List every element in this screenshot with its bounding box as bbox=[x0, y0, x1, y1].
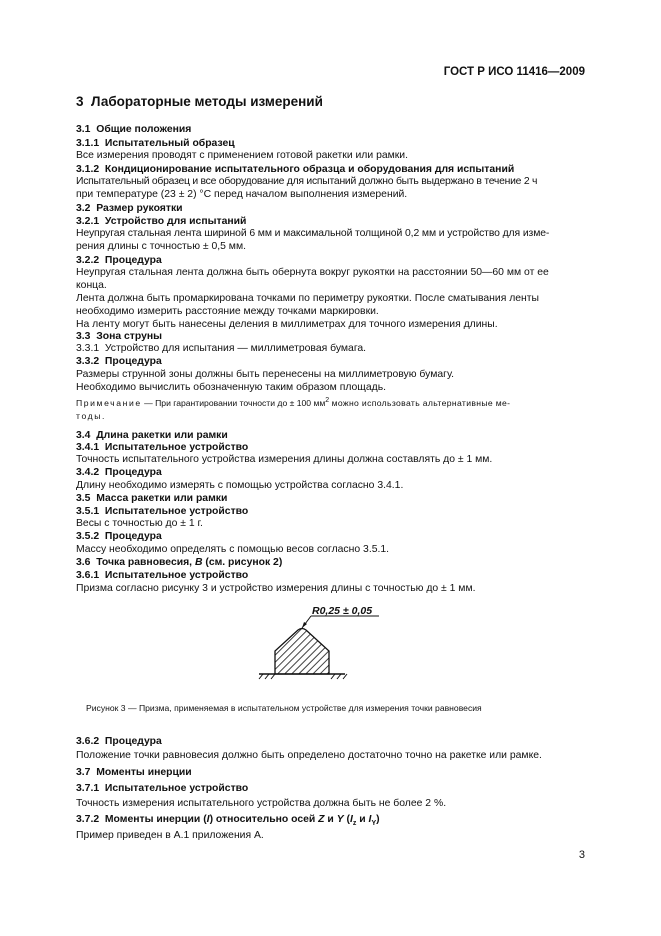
paragraph-number: 3.3.1 bbox=[76, 343, 100, 354]
heading-number: 3.2.1 bbox=[76, 216, 100, 227]
heading-number: 3.6 bbox=[76, 557, 91, 568]
heading-text: Процедура bbox=[104, 356, 162, 367]
heading-text: Испытательное устройство bbox=[104, 506, 249, 517]
symbol-Iy: I bbox=[368, 814, 372, 825]
heading-number: 3.4.2 bbox=[76, 467, 100, 478]
heading-text: Размер рукоятки bbox=[96, 203, 183, 214]
heading-3-5-2 bbox=[76, 530, 162, 543]
heading-3-6 bbox=[76, 556, 282, 569]
prism-figure bbox=[255, 604, 380, 688]
note-text: При гарантировании точности до ± 100 мм bbox=[155, 398, 326, 408]
heading-3-7-2 bbox=[76, 813, 380, 826]
heading-3-2 bbox=[76, 202, 183, 215]
symbol-Z: Z bbox=[318, 814, 325, 825]
heading-text: Кондиционирование испытательного образца и оборудования для испытаний bbox=[104, 164, 515, 175]
heading-text: Испытательное устройство bbox=[104, 783, 249, 794]
paragraph: Точность испытательного устройства измерения длины должна составлять до ± 1 мм. bbox=[76, 454, 493, 465]
prism-body bbox=[275, 629, 329, 675]
note-superscript: 2 bbox=[325, 397, 330, 405]
paragraph: Положение точки равновесия должно быть определено достаточно точно на ракетке или рамке. bbox=[76, 750, 542, 761]
heading-text: и bbox=[359, 814, 366, 825]
heading-text: Моменты инерции bbox=[96, 767, 192, 778]
heading-text: Общие положения bbox=[96, 124, 192, 135]
paragraph-text: Устройство для испытания — миллиметровая бумага. bbox=[104, 343, 367, 354]
heading-text: Процедура bbox=[104, 531, 162, 542]
heading-number: 3.7.1 bbox=[76, 783, 100, 794]
heading-number: 3.2.2 bbox=[76, 255, 100, 266]
heading-number: 3.3 bbox=[76, 331, 91, 342]
paragraph-line: конца. bbox=[76, 280, 107, 291]
paragraph-line: Испытательный образец и все оборудование для испытаний должно быть выдержано в течение 2 ч bbox=[76, 176, 538, 187]
paragraph: Точность измерения испытательного устройства должна быть не более 2 %. bbox=[76, 798, 447, 809]
paragraph-line: Неупругая стальная лента должна быть обернута вокруг рукоятки на расстоянии 50—60 мм от ее bbox=[76, 267, 549, 278]
heading-text-ref: (см. рисунок 2) bbox=[205, 557, 283, 568]
heading-text: ( bbox=[346, 814, 350, 825]
heading-text: Длина ракетки или рамки bbox=[96, 430, 228, 441]
page-number: 3 bbox=[578, 849, 585, 861]
heading-number: 3.5.1 bbox=[76, 506, 100, 517]
section-title-text: Лабораторные методы измерений bbox=[91, 94, 323, 109]
section-number: 3 bbox=[76, 94, 84, 109]
heading-number: 3.3.2 bbox=[76, 356, 100, 367]
heading-symbol: B bbox=[194, 557, 203, 568]
paragraph-line: Неупругая стальная лента шириной 6 мм и максимальной толщиной 0,2 мм и устройство для изме- bbox=[76, 228, 550, 239]
heading-text: и bbox=[327, 814, 334, 825]
paragraph-line: необходимо измерить расстояние между точками маркировки. bbox=[76, 306, 379, 317]
paragraph-line: Необходимо вычислить обозначенную таким образом площадь. bbox=[76, 382, 386, 393]
paragraph-line: рения длины с точностью ± 0,5 мм. bbox=[76, 241, 246, 252]
heading-3-5 bbox=[76, 492, 227, 505]
heading-number: 3.1.1 bbox=[76, 138, 100, 149]
symbol-I: I bbox=[206, 814, 210, 825]
heading-number: 3.4.1 bbox=[76, 442, 100, 453]
paragraph: Длину необходимо измерять с помощью устройства согласно 3.4.1. bbox=[76, 480, 404, 491]
heading-text: ) относительно осей bbox=[209, 814, 316, 825]
heading-text: Точка равновесия, bbox=[96, 557, 193, 568]
note-text-cont: можно использовать альтернативные ме- bbox=[331, 398, 511, 408]
heading-number: 3.1.2 bbox=[76, 164, 100, 175]
heading-3-3-2 bbox=[76, 355, 162, 368]
heading-text: Испытательное устройство bbox=[104, 570, 249, 581]
heading-text: Процедура bbox=[104, 255, 162, 266]
heading-3-6-2 bbox=[76, 735, 162, 748]
heading-3-6-1 bbox=[76, 569, 248, 582]
note bbox=[76, 397, 510, 410]
heading-number: 3.7 bbox=[76, 767, 91, 778]
heading-3-7-1 bbox=[76, 782, 248, 795]
paragraph: Весы с точностью до ± 1 г. bbox=[76, 518, 203, 529]
heading-text: Процедура bbox=[104, 736, 162, 747]
paragraph: Все измерения проводят с применением готовой ракетки или рамки. bbox=[76, 150, 409, 161]
figure-caption: Рисунок 3 — Призма, применяемая в испытательном устройстве для измерения точки равновесия bbox=[86, 703, 482, 713]
heading-number: 3.5.2 bbox=[76, 531, 100, 542]
subscript-z: z bbox=[352, 820, 357, 828]
heading-text: Испытательное устройство bbox=[104, 442, 249, 453]
heading-3-7 bbox=[76, 766, 192, 779]
heading-text: Устройство для испытаний bbox=[104, 216, 247, 227]
heading-number: 3.4 bbox=[76, 430, 91, 441]
heading-text: Процедура bbox=[104, 467, 162, 478]
symbol-Iz: I bbox=[349, 814, 353, 825]
paragraph-line: Размеры струнной зоны должны быть перенесены на миллиметровую бумагу. bbox=[76, 369, 454, 380]
paragraph: Массу необходимо определять с помощью весов согласно 3.5.1. bbox=[76, 544, 390, 555]
note-dash: — bbox=[144, 398, 153, 408]
heading-text: Моменты инерции ( bbox=[104, 814, 207, 825]
heading-text: Зона струны bbox=[96, 331, 163, 342]
paragraph-line: при температуре (23 ± 2) °С перед началом выполнения измерений. bbox=[76, 189, 408, 200]
heading-number: 3.2 bbox=[76, 203, 91, 214]
paragraph: Призма согласно рисунку 3 и устройство измерения длины с точностью до ± 1 мм. bbox=[76, 583, 476, 594]
note-label: Примечание bbox=[76, 398, 142, 408]
paragraph-line: На ленту могут быть нанесены деления в миллиметрах для точного измерения длины. bbox=[76, 319, 498, 330]
heading-text: ) bbox=[376, 814, 380, 825]
heading-number: 3.5 bbox=[76, 493, 91, 504]
heading-number: 3.7.2 bbox=[76, 814, 100, 825]
note-line2: тоды. bbox=[76, 411, 107, 421]
heading-text: Масса ракетки или рамки bbox=[96, 493, 228, 504]
heading-number: 3.6.1 bbox=[76, 570, 100, 581]
document-header: ГОСТ Р ИСО 11416—2009 bbox=[443, 66, 585, 78]
section-title bbox=[76, 94, 323, 109]
heading-text: Испытательный образец bbox=[104, 138, 235, 149]
paragraph-3-3-1 bbox=[76, 342, 366, 355]
heading-3-1 bbox=[76, 123, 191, 136]
heading-3-4-2 bbox=[76, 466, 162, 479]
heading-number: 3.6.2 bbox=[76, 736, 100, 747]
paragraph-line: Лента должна быть промаркирована точками по периметру рукоятки. После сматывания ленты bbox=[76, 293, 540, 304]
symbol-Y: Y bbox=[336, 814, 344, 825]
heading-number: 3.1 bbox=[76, 124, 91, 135]
subscript-y: Y bbox=[371, 820, 377, 828]
dimension-label: R0,25 ± 0,05 bbox=[312, 605, 373, 617]
paragraph: Пример приведен в А.1 приложения А. bbox=[76, 830, 264, 841]
